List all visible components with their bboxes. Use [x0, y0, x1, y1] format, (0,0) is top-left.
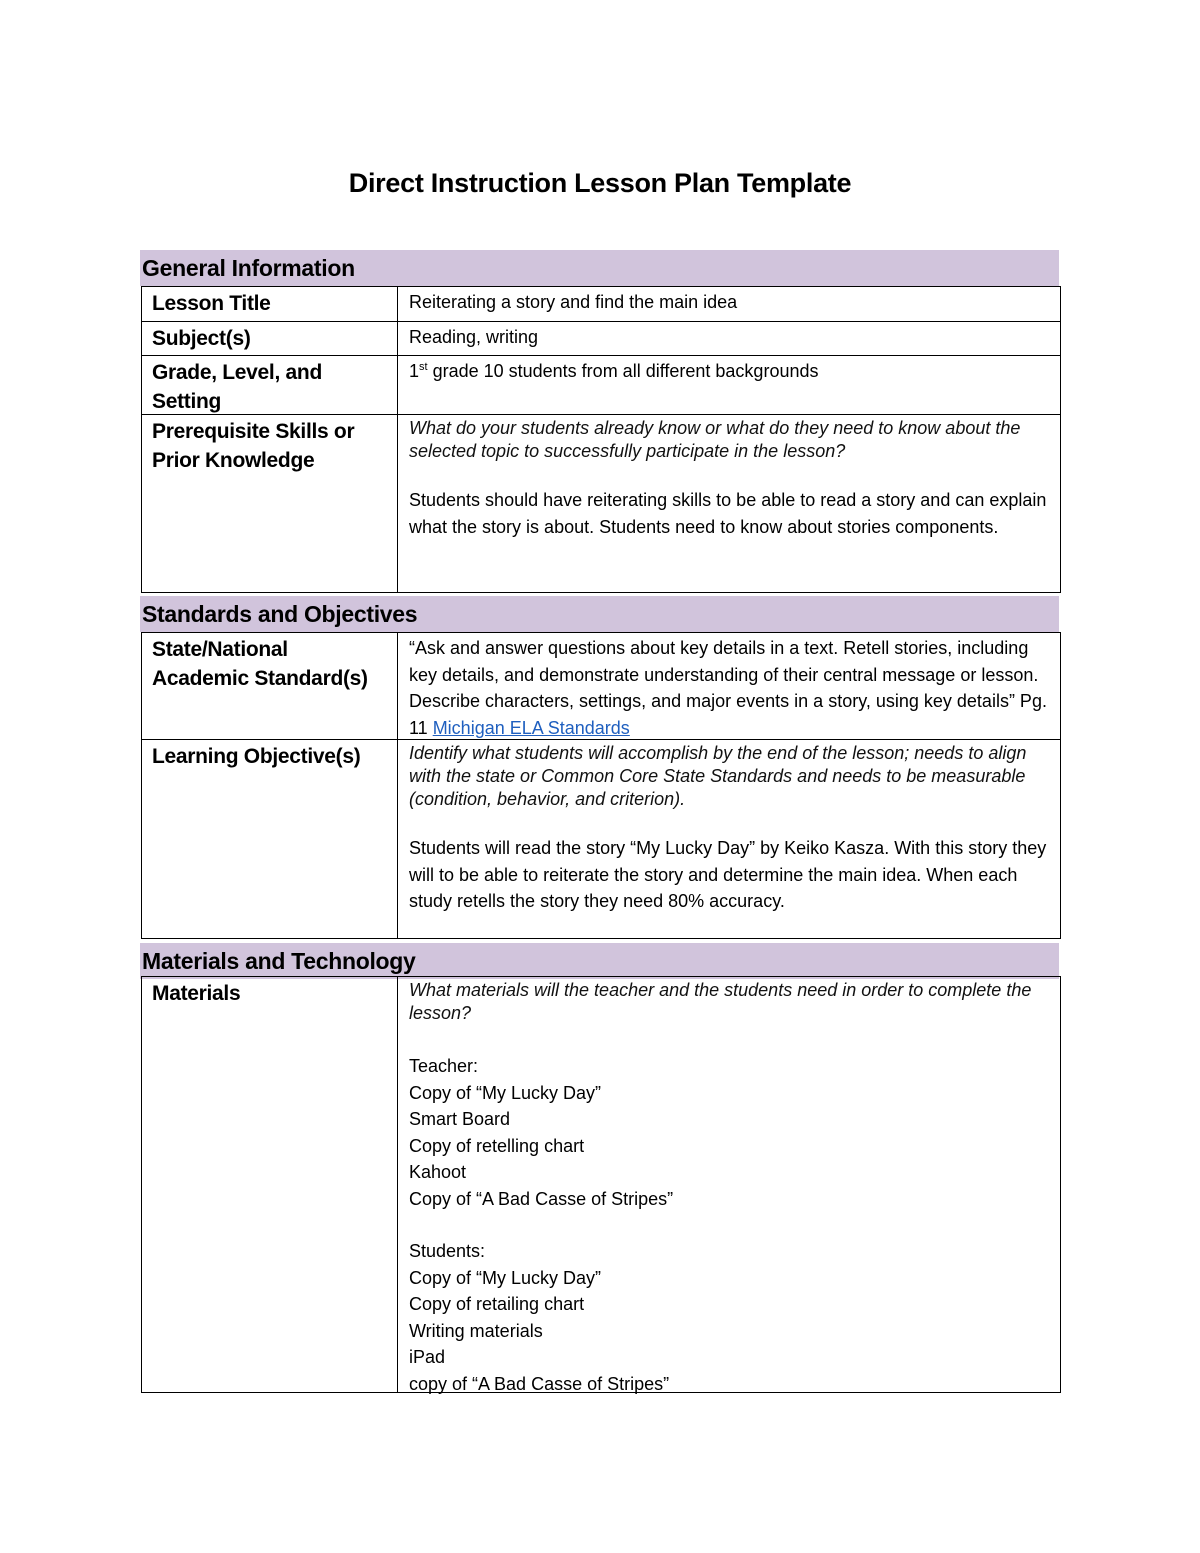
materials-label: Materials	[142, 977, 398, 1392]
grade-value	[399, 356, 1060, 414]
list-item: Copy of “My Lucky Day”	[409, 1082, 602, 1103]
grade-label: Grade, Level, and Setting	[142, 356, 398, 414]
table-row-materials	[142, 976, 1060, 1393]
michigan-ela-standards-link[interactable]: Michigan ELA Standards	[432, 717, 630, 738]
teacher-heading: Teacher:	[409, 1056, 479, 1076]
table-row-prereq	[142, 414, 1060, 593]
prereq-text: Students should have reiterating skills to be able to read a story and can explain what the story is about. Students need to know about stories components.	[409, 490, 1047, 537]
list-item: copy of “A Bad Casse of Stripes”	[409, 1373, 670, 1394]
list-item: Copy of retelling chart	[409, 1135, 585, 1156]
list-item: Copy of “A Bad Casse of Stripes”	[409, 1188, 674, 1209]
grade-superscript: st	[419, 361, 428, 373]
list-item: Copy of retailing chart	[409, 1294, 585, 1314]
table-row-subjects	[142, 321, 1060, 355]
list-item: Smart Board	[409, 1109, 511, 1129]
objectives-text: Students will read the story “My Lucky Day” by Keiko Kasza. With this story they will to be able to reiterate the story and determine the main idea. When each study retells the story they need 80% accuracy.	[409, 838, 1047, 911]
objectives-label: Learning Objective(s)	[142, 740, 398, 938]
subjects-value: Reading, writing	[409, 327, 539, 347]
list-item: iPad	[409, 1347, 446, 1367]
section-header-standards: Standards and Objectives	[140, 596, 1059, 632]
lesson-title-value: Reiterating a story and find the main idea	[409, 292, 738, 312]
prereq-label: Prerequisite Skills or Prior Knowledge	[142, 415, 398, 592]
table-row-grade	[142, 355, 1060, 414]
grade-text: grade 10 students from all different backgrounds	[427, 361, 819, 381]
section-header-general: General Information	[140, 250, 1059, 286]
state-standards-value	[399, 633, 1060, 739]
students-heading: Students:	[409, 1241, 486, 1261]
lesson-title-label: Lesson Title	[142, 287, 398, 321]
subjects-label: Subject(s)	[142, 322, 398, 355]
list-item: Copy of “My Lucky Day”	[409, 1267, 602, 1288]
page-title: Direct Instruction Lesson Plan Template	[348, 168, 852, 198]
standards-table	[141, 632, 1061, 939]
section-header-materials: Materials and Technology	[140, 943, 1059, 979]
list-item: Writing materials	[409, 1320, 543, 1341]
materials-value	[399, 977, 1060, 1392]
general-table	[141, 286, 1061, 593]
table-row-lesson-title	[142, 286, 1060, 321]
materials-table	[141, 976, 1061, 1393]
state-standards-text: “Ask and answer questions about key details in a text. Retell stories, including key details, and demonstrate understanding of their central message or lesson. Describe characters, settings, and major events in a story, using key details” Pg. 11	[409, 638, 1047, 738]
table-row-objectives	[142, 739, 1060, 939]
table-row-state-standards	[142, 632, 1060, 739]
state-standards-label: State/National Academic Standard(s)	[142, 633, 398, 739]
prereq-value	[399, 415, 1060, 592]
grade-number: 1	[409, 361, 420, 381]
objectives-hint: Identify what students will accomplish by the end of the lesson; needs to align with the state or Common Core State Standards and needs to be measurable (condition, behavior, and criterion).	[409, 743, 1027, 809]
prereq-hint: What do your students already know or what do they need to know about the selected topic to successfully participate in the lesson?	[409, 418, 1021, 461]
list-item: Kahoot	[409, 1162, 467, 1182]
objectives-value	[399, 740, 1060, 938]
materials-hint: What materials will the teacher and the students need in order to complete the lesson?	[409, 980, 1032, 1023]
